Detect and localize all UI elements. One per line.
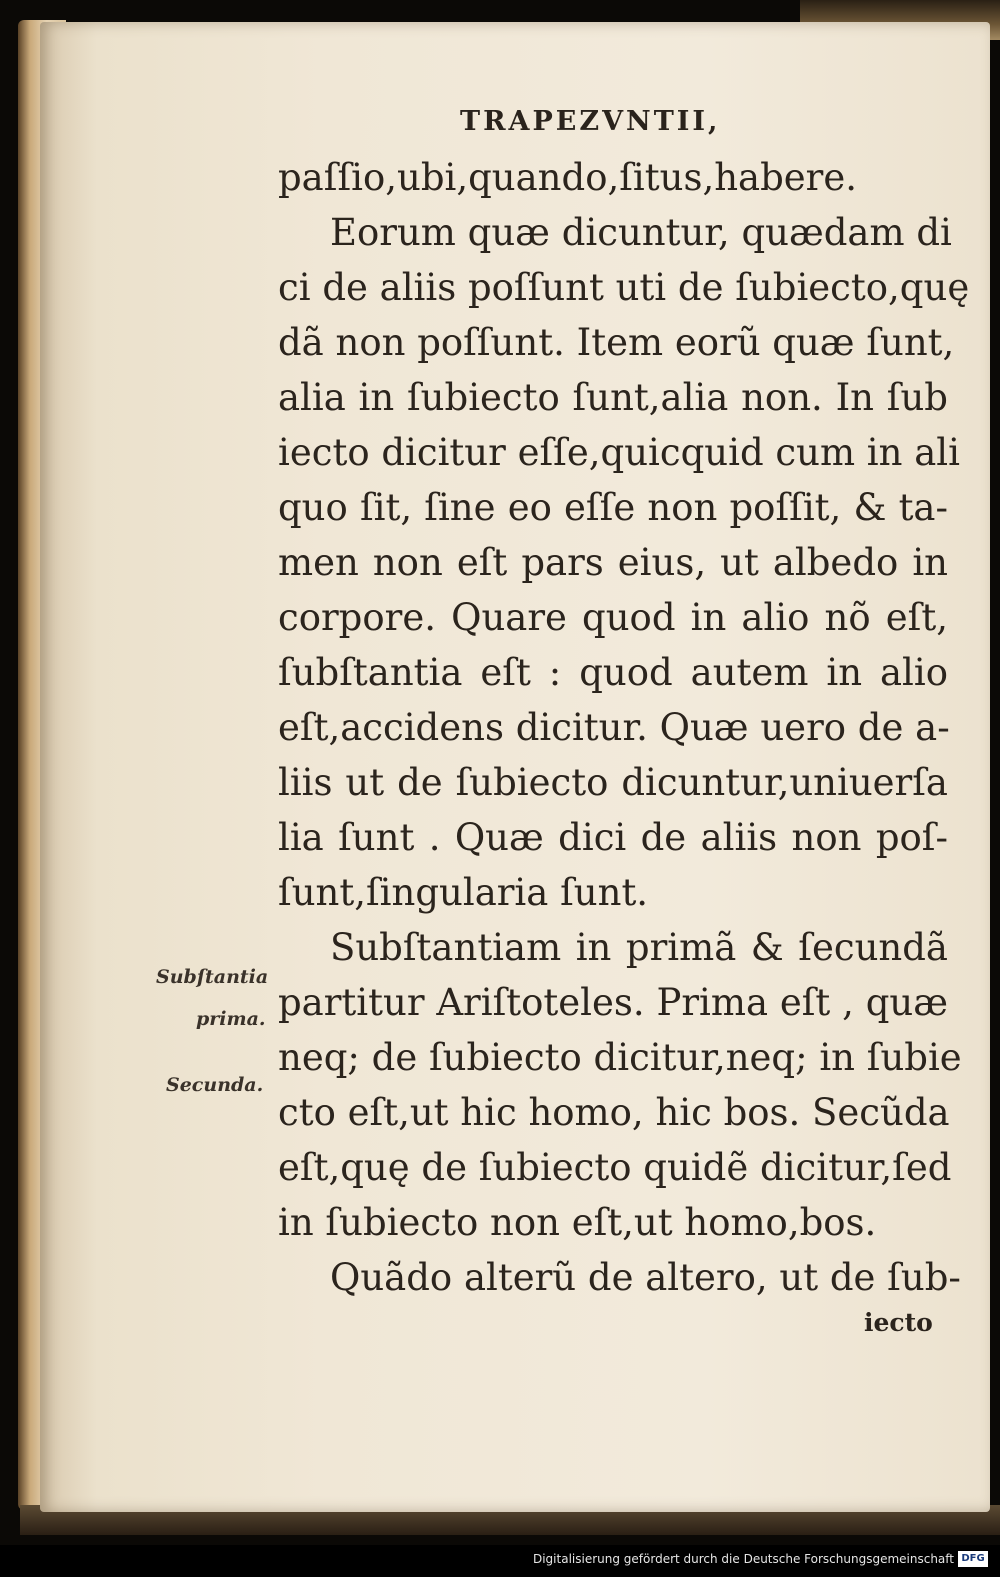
text-line: ci de aliis poſſunt uti de ſubiecto,quę [278, 266, 970, 309]
text-line: ſubſtantia eſt : quod autem in alio [278, 651, 948, 694]
running-head: TRAPEZVNTII, [460, 106, 721, 137]
text-line: liis ut de ſubiecto dicuntur,uniuerſa [278, 761, 948, 804]
text-line: Quãdo alterũ de altero, ut de ſub- [330, 1256, 961, 1299]
marginal-note-secunda: Secunda. [166, 1074, 264, 1096]
text-line: partitur Ariſtoteles. Prima eſt , quæ [278, 981, 948, 1024]
main-text-block [278, 150, 970, 1305]
text-line: eſt,quę de ſubiecto quidẽ dicitur,ſed [278, 1146, 952, 1189]
text-line: lia ſunt . Quæ dici de aliis non poſ- [278, 816, 948, 859]
text-line: eſt,accidens dicitur. Quæ uero de a- [278, 706, 950, 749]
text-line: men non eſt pars eius, ut albedo in [278, 541, 948, 584]
text-line: ſunt,ſingularia ſunt. [278, 871, 649, 914]
marginal-note-prima: prima. [196, 1008, 266, 1030]
text-line: paſſio,ubi,quando,ſitus,habere. [278, 156, 858, 199]
text-line: in ſubiecto non eſt,ut homo,bos. [278, 1201, 877, 1244]
catchword: iecto [864, 1308, 933, 1337]
text-line: cto eſt,ut hic homo, hic bos. Secũda [278, 1091, 950, 1134]
marginal-note-substantia: Subſtantia [156, 966, 269, 988]
text-line: dã non poſſunt. Item eorũ quæ ſunt, [278, 321, 955, 364]
text-line: Subſtantiam in primã & ſecundã [330, 926, 948, 969]
text-line: corpore. Quare quod in alio nõ eſt, [278, 596, 948, 639]
text-line: alia in ſubiecto ſunt,alia non. In ſub [278, 376, 948, 419]
text-line: iecto dicitur eſſe,quicquid cum in ali [278, 431, 960, 474]
dfg-logo: DFG [958, 1551, 988, 1567]
text-line: neq; de ſubiecto dicitur,neq; in ſubie [278, 1036, 962, 1079]
text-line: quo ſit, ſine eo eſſe non poſſit, & ta- [278, 486, 948, 529]
text-line: Eorum quæ dicuntur, quædam di [330, 211, 952, 254]
footer-credit: Digitalisierung gefördert durch die Deutsche Forschungsgemeinschaft [532, 1552, 954, 1566]
